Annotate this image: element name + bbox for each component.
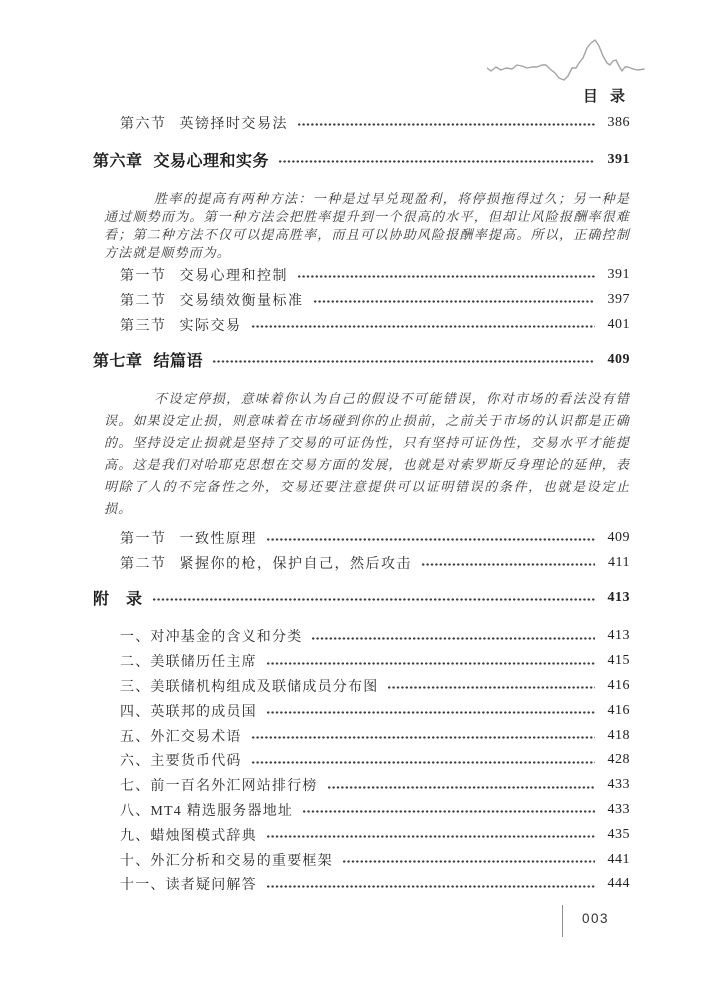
dot-leader (421, 563, 595, 566)
toc-entry-title: 英镑择时交易法 (179, 116, 288, 132)
toc-entry-title: 二、美联储历任主席 (120, 655, 257, 671)
toc-section-entry (93, 110, 630, 135)
dot-leader (251, 761, 595, 764)
toc-entry-title: 交易心理和实务 (153, 153, 270, 170)
toc-entry-title: 九、蜡烛图模式辞典 (120, 828, 257, 844)
page-number: 397 (607, 291, 630, 307)
toc-appendix-entry (93, 872, 630, 897)
toc-entry-title: 十、外汇分析和交易的重要框架 (120, 853, 333, 869)
toc-section-entry (93, 262, 630, 287)
dot-leader (342, 860, 595, 863)
page-number: 435 (607, 826, 630, 842)
toc-entry-title: 三、美联储机构组成及联储成员分布图 (120, 679, 379, 695)
page-number: 409 (607, 529, 630, 545)
toc-entry-label: 第二节 (120, 556, 167, 572)
page-number: 415 (607, 653, 630, 669)
dot-leader (266, 835, 595, 838)
table-of-contents (93, 0, 630, 897)
dot-leader (152, 598, 595, 601)
dot-leader (278, 160, 595, 163)
toc-entry-title: 一、对冲基金的含义和分类 (120, 630, 303, 646)
toc-entry-title: 交易心理和控制 (179, 268, 288, 284)
toc-section-entry (93, 287, 630, 312)
toc-appendix-entry (93, 674, 630, 699)
toc-entry-title: 一致性原理 (179, 531, 257, 547)
toc-section-entry (93, 312, 630, 337)
page-number: 416 (607, 702, 630, 718)
toc-entry-label: 第二节 (120, 293, 167, 309)
page-number: 401 (607, 316, 630, 332)
page-number: 391 (607, 151, 630, 167)
toc-entry-label: 第六章 (93, 153, 143, 170)
page-number: 409 (607, 351, 630, 367)
page-number: 411 (608, 554, 630, 570)
dot-leader (212, 360, 595, 363)
chapter-summary-paragraph: 不设定停损，意味着你认为自己的假设不可能错误，你对市场的看法没有错误。如果设定止损，则意味着在市场碰到你的止损前，之前关于市场的认识都是正确的。坚持设定止损就是坚持了交易的可证伪性，只有坚持可证伪性，交易水平才能提高。这是我们对哈耶克思想在交易方面的发展，也就是对索罗斯反身理论的延伸，表明除了人的不完备性之外，交易还要注意提供可以证明错误的条件，也就是设定止损。 (104, 391, 630, 516)
toc-entry-label: 第七章 (93, 353, 143, 370)
dot-leader (387, 686, 595, 689)
toc-section-entry (93, 525, 630, 550)
page-number: 433 (607, 777, 630, 793)
dot-leader (297, 275, 595, 278)
dot-leader (266, 885, 595, 888)
dot-leader (251, 736, 595, 739)
page-number: 391 (607, 266, 630, 282)
toc-entry-title: 四、英联邦的成员国 (120, 704, 257, 720)
dot-leader (327, 786, 595, 789)
page-number: 413 (607, 589, 630, 605)
toc-appendix-entry (93, 847, 630, 872)
dot-leader (313, 300, 596, 303)
dot-leader (251, 325, 596, 328)
toc-chapter-entry (93, 347, 630, 372)
page-number: 433 (607, 801, 630, 817)
dot-leader (266, 662, 595, 665)
toc-entry-title: 附 录 (93, 591, 143, 608)
toc-appendix-entry (93, 723, 630, 748)
toc-appendix-entry (93, 698, 630, 723)
dot-leader (266, 711, 595, 714)
toc-entry-title: 紧握你的枪，保护自己，然后攻击 (179, 556, 412, 572)
toc-entry-label: 第六节 (120, 116, 167, 132)
toc-appendix-entry (93, 773, 630, 798)
dot-leader (266, 538, 595, 541)
page-number: 416 (607, 677, 630, 693)
toc-entry-label: 第三节 (120, 318, 167, 334)
toc-appendix-heading (93, 585, 630, 610)
footer-page-number: 003 (582, 911, 610, 926)
page-number: 441 (607, 851, 630, 867)
toc-entry-title: 六、主要货币代码 (120, 754, 242, 770)
chapter-summary-paragraph: 胜率的提高有两种方法：一种是过早兑现盈利，将停损拖得过久；另一种是通过顺势而为。第一种方法会把胜率提升到一个很高的水平，但却让风险报酬率很难看；第二种方法不仅可以提高胜率，而且可以协助风险报酬率提高。所以，正确控制方法就是顺势而为。 (104, 191, 630, 260)
toc-appendix-entry (93, 822, 630, 847)
toc-entry-title: 五、外汇交易术语 (120, 729, 242, 745)
dot-leader (302, 810, 595, 813)
toc-appendix-entry (93, 798, 630, 823)
page-number: 413 (607, 628, 630, 644)
toc-entry-label: 第一节 (120, 531, 167, 547)
page-number: 418 (607, 727, 630, 743)
toc-entry-title: 八、MT4 精选服务器地址 (120, 803, 294, 819)
dot-leader (297, 123, 595, 126)
footer-divider (562, 905, 563, 937)
toc-chapter-entry (93, 147, 630, 172)
toc-entry-title: 结篇语 (153, 353, 204, 370)
dot-leader (311, 637, 595, 640)
toc-section-entry (93, 550, 630, 575)
toc-appendix-entry (93, 649, 630, 674)
page-title: 目 录 (582, 88, 629, 105)
page-number: 386 (607, 114, 630, 130)
toc-entry-title: 七、前一百名外汇网站排行榜 (120, 779, 318, 795)
toc-entry-title: 十一、读者疑问解答 (120, 878, 257, 894)
toc-entry-label: 第一节 (120, 268, 167, 284)
toc-entry-title: 交易绩效衡量标准 (179, 293, 304, 309)
page-number: 444 (607, 876, 630, 892)
toc-entry-title: 实际交易 (179, 318, 242, 334)
toc-appendix-entry (93, 748, 630, 773)
page-number: 428 (607, 752, 630, 768)
toc-appendix-entry (93, 624, 630, 649)
